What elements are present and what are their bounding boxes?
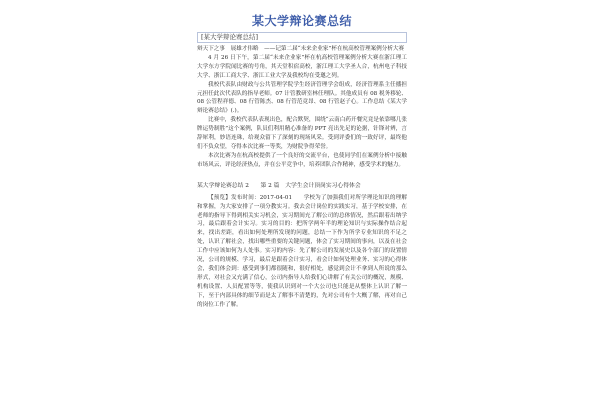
section2-heading: 某大学辩论赛总结 2 第 2 篇 大学生会计顶岗实习心得体会 bbox=[197, 182, 361, 189]
topic-box: [某大学辩论赛总结] bbox=[197, 32, 407, 43]
section1-paragraph-4: 本次比赛为在杭高校提供了一个良好的交流平台，也使同学们在案例分析中接触市场风云，评论经济热点，并在公平竞争中，培养团队合作精神，感受学术的魅力。 bbox=[197, 152, 407, 168]
section2-paragraph-1: 【预览】发布时间：2017-04-01 学校为了加强我们对所学理论知识的理解和掌握，为大家安排了一项分教实习。我去会计岗位的实践实习，基于学校安排，在老师的指导下得到相关实习机会，实习期间充了解公司的总体情况，然后跟着出纳学习，最后跟着会计实习。实习的目的：把所学两年半的理论知识与实际操作结合起来，找出差距，看出如何处理所发现的问题，总结一下作为所学专业知识的不足之处，认识了解社会，找出哪些重要的关键问题，体会了实习期间的事向，以及在社会工作中应该如何为人处事。实习的内容：先了解公司的发展史以及各个部门的设置情况，公司的规模、学习，最后是跟着会计实习，看会计如何处理业务、实习的心得体会，我们体会到：感受到事们都很随和，很好相处，感觉到会计不拿到人所说的那么形式，对社会又充满了信心，公司内指导人给我们心讲解了有关公司的概况，规模、机构设置、人员配置等等，使我认识到对一个大公司也只能是从整体上认识了解一下，至于内部具体的细节而是太了解事不清楚的，先对公司有个大概了解，再对自己的岗位工作了解。 bbox=[197, 194, 407, 308]
section1-paragraph-1: 4 月 26 日下午，第二届“未来企业家”杯在杭高校管理案例分析大赛在浙江理工大学东方学院闻比赛的号角，其天堂积宿高校，浙江理工大学圣人合，杭州电子科技大学、浙江工商大学、浙江工业大学及我校均在受邀之列。 bbox=[197, 54, 407, 79]
section1-intro: 辩天下之事 展雄才伟略 ——记第二届“未来企业家”杯在杭高校管理案例分析大赛 bbox=[197, 46, 405, 52]
section1-paragraph-2: 我校代表队由财政与公共管理学院学生经济管理学会组成，经济管理系主任播担元担任此次代表队的指导老师。07 计管教研室林任理队。其他成员有 08 税务移轮、08 公管程祥德、08 行管陈杰、08 行管范竟昂、08 行管赵子心。工作总结《某大学辩论赛总结》(.)。 bbox=[197, 81, 407, 115]
article-column bbox=[197, 12, 407, 400]
section1-paragraph-3: 比赛中，我校代表队表现出色，配合默契，围绕“云南白药开餐究竟是依靠哪几张牌运势制胜”这个案例，队员们利用精心准备的 PPT 亮出先足的论据，针锋对辨，言辞犀利，妙语连珠，给观众留下了深刻的现场风采。受到评委们的一致好评，最终他们不负众望，夺得本次比赛一等奖，为财院争得荣誉。 bbox=[197, 117, 407, 150]
document-title: 某大学辩论赛总结 bbox=[251, 14, 352, 28]
